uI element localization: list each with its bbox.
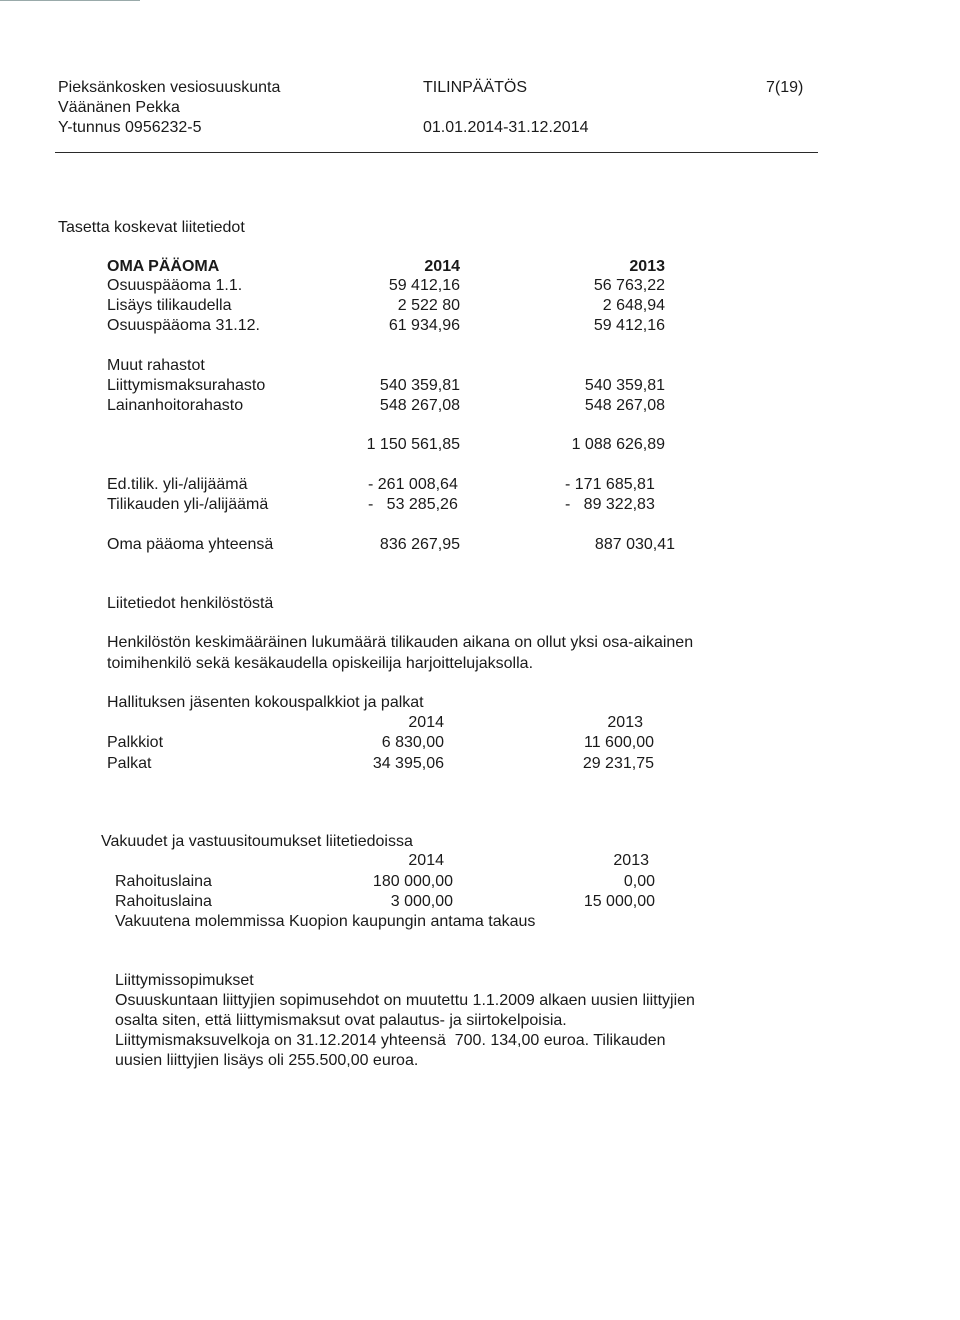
equity-row-label: Lisäys tilikaudella bbox=[107, 297, 232, 314]
result-row-current: - 261 008,64 bbox=[368, 476, 458, 493]
equity-total-label: Oma pääoma yhteensä bbox=[107, 536, 274, 553]
personnel-text-line: Henkilöstön keskimääräinen lukumäärä tilikauden aikana on ollut yksi osa-aikainen bbox=[107, 634, 694, 651]
fund-row-label: Lainanhoitorahasto bbox=[107, 397, 244, 414]
fund-row-previous: 540 359,81 bbox=[584, 377, 665, 394]
guarantees-heading: Vakuudet ja vastuusitoumukset liitetiedoissa bbox=[101, 833, 413, 850]
board-row-previous: 11 600,00 bbox=[584, 734, 654, 751]
header-divider bbox=[55, 152, 818, 153]
board-row-current: 6 830,00 bbox=[381, 734, 444, 751]
guarantees-row-current: 180 000,00 bbox=[372, 873, 453, 890]
connections-text-line: Osuuskuntaan liittyjien sopimusehdot on muutettu 1.1.2009 alkaen uusien liittyjien bbox=[115, 992, 695, 1009]
connections-text-line: osalta siten, että liittymismaksut ovat palautus- ja siirtokelpoisia. bbox=[115, 1012, 567, 1029]
board-row-current: 34 395,06 bbox=[372, 755, 444, 772]
fund-row-previous: 548 267,08 bbox=[584, 397, 665, 414]
scan-edge-mark bbox=[0, 0, 140, 1]
board-row-label: Palkat bbox=[107, 755, 152, 772]
board-year-previous: 2013 bbox=[607, 714, 643, 731]
fund-row-current: 548 267,08 bbox=[379, 397, 460, 414]
personnel-heading: Liitetiedot henkilöstöstä bbox=[107, 595, 274, 612]
page-number: 7(19) bbox=[766, 79, 804, 96]
connections-text-line: Liittymismaksuvelkoja on 31.12.2014 yhteensä 700. 134,00 euroa. Tilikauden bbox=[115, 1032, 666, 1049]
connections-heading: Liittymissopimukset bbox=[115, 972, 254, 989]
equity-row-label: Osuuspääoma 1.1. bbox=[107, 277, 243, 294]
guarantees-row-current: 3 000,00 bbox=[390, 893, 453, 910]
equity-row-current: 2 522 80 bbox=[397, 297, 460, 314]
equity-year-current: 2014 bbox=[424, 258, 460, 275]
equity-row-current: 61 934,96 bbox=[388, 317, 460, 334]
equity-row-previous: 56 763,22 bbox=[593, 277, 665, 294]
board-year-current: 2014 bbox=[408, 714, 444, 731]
guarantees-year-current: 2014 bbox=[408, 852, 444, 869]
equity-row-previous: 2 648,94 bbox=[602, 297, 665, 314]
equity-row-current: 59 412,16 bbox=[388, 277, 460, 294]
section-title: Tasetta koskevat liitetiedot bbox=[58, 219, 245, 236]
guarantees-row-label: Rahoituslaina bbox=[115, 873, 212, 890]
result-row-previous: - 89 322,83 bbox=[565, 496, 655, 513]
org-name: Pieksänkosken vesiosuuskunta bbox=[58, 79, 281, 96]
fund-row-label: Liittymismaksurahasto bbox=[107, 377, 266, 394]
guarantees-row-previous: 0,00 bbox=[623, 873, 655, 890]
board-heading: Hallituksen jäsenten kokouspalkkiot ja palkat bbox=[107, 694, 424, 711]
guarantees-row-previous: 15 000,00 bbox=[583, 893, 655, 910]
person-name: Väänänen Pekka bbox=[58, 99, 180, 116]
equity-row-label: Osuuspääoma 31.12. bbox=[107, 317, 260, 334]
connections-text-line: uusien liittyjien lisäys oli 255.500,00 euroa. bbox=[115, 1052, 419, 1069]
personnel-text-line: toimihenkilö sekä kesäkaudella opiskeilija harjoittelujaksolla. bbox=[107, 655, 534, 672]
subtotal-current: 1 150 561,85 bbox=[366, 436, 460, 453]
subtotal-previous: 1 088 626,89 bbox=[571, 436, 665, 453]
doc-title: TILINPÄÄTÖS bbox=[423, 79, 528, 96]
board-row-label: Palkkiot bbox=[107, 734, 164, 751]
equity-year-previous: 2013 bbox=[629, 258, 665, 275]
funds-heading: Muut rahastot bbox=[107, 357, 205, 374]
board-row-previous: 29 231,75 bbox=[582, 755, 654, 772]
equity-heading: OMA PÄÄOMA bbox=[107, 258, 220, 275]
guarantees-row-label: Rahoituslaina bbox=[115, 893, 212, 910]
fund-row-current: 540 359,81 bbox=[379, 377, 460, 394]
equity-row-previous: 59 412,16 bbox=[593, 317, 665, 334]
result-row-previous: - 171 685,81 bbox=[565, 476, 655, 493]
result-row-label: Tilikauden yli-/alijäämä bbox=[107, 496, 269, 513]
result-row-label: Ed.tilik. yli-/alijäämä bbox=[107, 476, 248, 493]
equity-total-previous: 887 030,41 bbox=[594, 536, 675, 553]
guarantees-note: Vakuutena molemmissa Kuopion kaupungin antama takaus bbox=[115, 913, 536, 930]
equity-total-current: 836 267,95 bbox=[379, 536, 460, 553]
business-id: Y-tunnus 0956232-5 bbox=[58, 119, 202, 136]
result-row-current: - 53 285,26 bbox=[368, 496, 458, 513]
guarantees-year-previous: 2013 bbox=[613, 852, 649, 869]
period: 01.01.2014-31.12.2014 bbox=[423, 119, 589, 136]
